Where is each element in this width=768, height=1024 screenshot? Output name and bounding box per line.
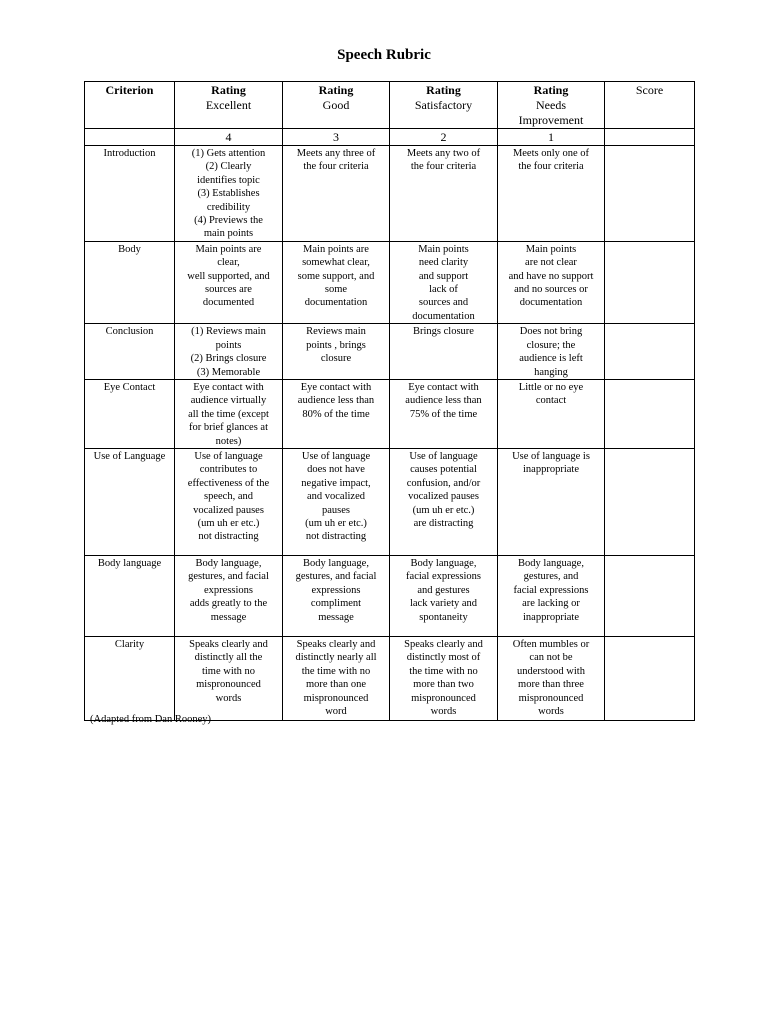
rating-label: Rating bbox=[211, 83, 246, 97]
points-good: 3 bbox=[283, 129, 390, 146]
rating-cell-good: Meets any three of the four criteria bbox=[283, 146, 390, 242]
rating-cell-satisfactory: Eye contact with audience less than 75% of the time bbox=[390, 379, 498, 448]
rating-header-excellent bbox=[175, 82, 283, 129]
rating-cell-good: Reviews main points , brings closure bbox=[283, 324, 390, 380]
table-row bbox=[85, 555, 695, 636]
rating-cell-excellent: Use of language contributes to effectiveness of the speech, and vocalized pauses (um uh er etc.) not distracting bbox=[175, 448, 283, 555]
header-row bbox=[85, 82, 695, 129]
rating-level: Needs Improvement bbox=[518, 98, 584, 127]
points-score-blank bbox=[605, 129, 695, 146]
score-cell[interactable] bbox=[605, 241, 695, 323]
score-cell[interactable] bbox=[605, 146, 695, 242]
points-needs-improvement: 1 bbox=[498, 129, 605, 146]
table-row bbox=[85, 146, 695, 242]
criterion-cell: Introduction bbox=[85, 146, 175, 242]
table-row bbox=[85, 324, 695, 380]
points-excellent: 4 bbox=[175, 129, 283, 146]
score-header-label: Score bbox=[635, 83, 664, 97]
criterion-cell: Eye Contact bbox=[85, 379, 175, 448]
rating-level: Good bbox=[322, 98, 350, 112]
table-row bbox=[85, 448, 695, 555]
rating-cell-needs-improvement: Little or no eye contact bbox=[498, 379, 605, 448]
rating-cell-good: Main points are somewhat clear, some support, and some documentation bbox=[283, 241, 390, 323]
rating-cell-needs-improvement: Does not bring closure; the audience is left hanging bbox=[498, 324, 605, 380]
rating-cell-satisfactory: Brings closure bbox=[390, 324, 498, 380]
score-cell[interactable] bbox=[605, 324, 695, 380]
rating-cell-satisfactory: Use of language causes potential confusion, and/or vocalized pauses (um uh er etc.) are distracting bbox=[390, 448, 498, 555]
criterion-cell: Body language bbox=[85, 555, 175, 636]
score-cell[interactable] bbox=[605, 379, 695, 448]
rating-header-needs-improvement bbox=[498, 82, 605, 129]
rating-cell-needs-improvement: Use of language is inappropriate bbox=[498, 448, 605, 555]
score-cell[interactable] bbox=[605, 555, 695, 636]
rating-label: Rating bbox=[426, 83, 461, 97]
rubric-table bbox=[84, 81, 695, 721]
rating-cell-satisfactory: Main points need clarity and support lack of sources and documentation bbox=[390, 241, 498, 323]
rating-cell-excellent: Speaks clearly and distinctly all the time with no mispronounced words bbox=[175, 636, 283, 720]
criterion-header bbox=[85, 82, 175, 129]
criterion-cell: Use of Language bbox=[85, 448, 175, 555]
rating-cell-needs-improvement: Often mumbles or can not be understood with more than three mispronounced words bbox=[498, 636, 605, 720]
points-blank-cell bbox=[85, 129, 175, 146]
points-satisfactory: 2 bbox=[390, 129, 498, 146]
criterion-cell: Body bbox=[85, 241, 175, 323]
rating-cell-excellent: (1) Gets attention (2) Clearly identifies topic (3) Establishes credibility (4) Previews the main points bbox=[175, 146, 283, 242]
criterion-cell: Clarity bbox=[85, 636, 175, 720]
source-footnote: (Adapted from Dan Rooney) bbox=[90, 714, 212, 725]
score-cell[interactable] bbox=[605, 636, 695, 720]
rating-level: Excellent bbox=[205, 98, 252, 112]
rating-label: Rating bbox=[533, 83, 569, 97]
rating-level: Satisfactory bbox=[414, 98, 473, 112]
rating-cell-excellent: Eye contact with audience virtually all the time (except for brief glances at notes) bbox=[175, 379, 283, 448]
rating-cell-satisfactory: Speaks clearly and distinctly most of the time with no more than two mispronounced words bbox=[390, 636, 498, 720]
table-row bbox=[85, 379, 695, 448]
table-row bbox=[85, 241, 695, 323]
rating-cell-satisfactory: Body language, facial expressions and gestures lack variety and spontaneity bbox=[390, 555, 498, 636]
rating-cell-good: Speaks clearly and distinctly nearly all the time with no more than one mispronounced word bbox=[283, 636, 390, 720]
page-title: Speech Rubric bbox=[337, 47, 431, 63]
rating-cell-satisfactory: Meets any two of the four criteria bbox=[390, 146, 498, 242]
rating-header-good bbox=[283, 82, 390, 129]
rating-cell-good: Use of language does not have negative impact, and vocalized pauses (um uh er etc.) not distracting bbox=[283, 448, 390, 555]
rating-cell-excellent: (1) Reviews main points (2) Brings closure (3) Memorable bbox=[175, 324, 283, 380]
score-header bbox=[605, 82, 695, 129]
rating-header-satisfactory bbox=[390, 82, 498, 129]
rating-cell-needs-improvement: Main points are not clear and have no support and no sources or documentation bbox=[498, 241, 605, 323]
criterion-cell: Conclusion bbox=[85, 324, 175, 380]
rating-cell-good: Eye contact with audience less than 80% of the time bbox=[283, 379, 390, 448]
rating-cell-good: Body language, gestures, and facial expressions compliment message bbox=[283, 555, 390, 636]
score-cell[interactable] bbox=[605, 448, 695, 555]
criterion-header-label: Criterion bbox=[105, 83, 154, 97]
rating-cell-needs-improvement: Meets only one of the four criteria bbox=[498, 146, 605, 242]
rating-cell-excellent: Body language, gestures, and facial expressions adds greatly to the message bbox=[175, 555, 283, 636]
rating-cell-needs-improvement: Body language, gestures, and facial expressions are lacking or inappropriate bbox=[498, 555, 605, 636]
rating-label: Rating bbox=[318, 83, 354, 97]
rating-cell-excellent: Main points are clear, well supported, and sources are documented bbox=[175, 241, 283, 323]
points-row bbox=[85, 129, 695, 146]
table-row bbox=[85, 636, 695, 720]
